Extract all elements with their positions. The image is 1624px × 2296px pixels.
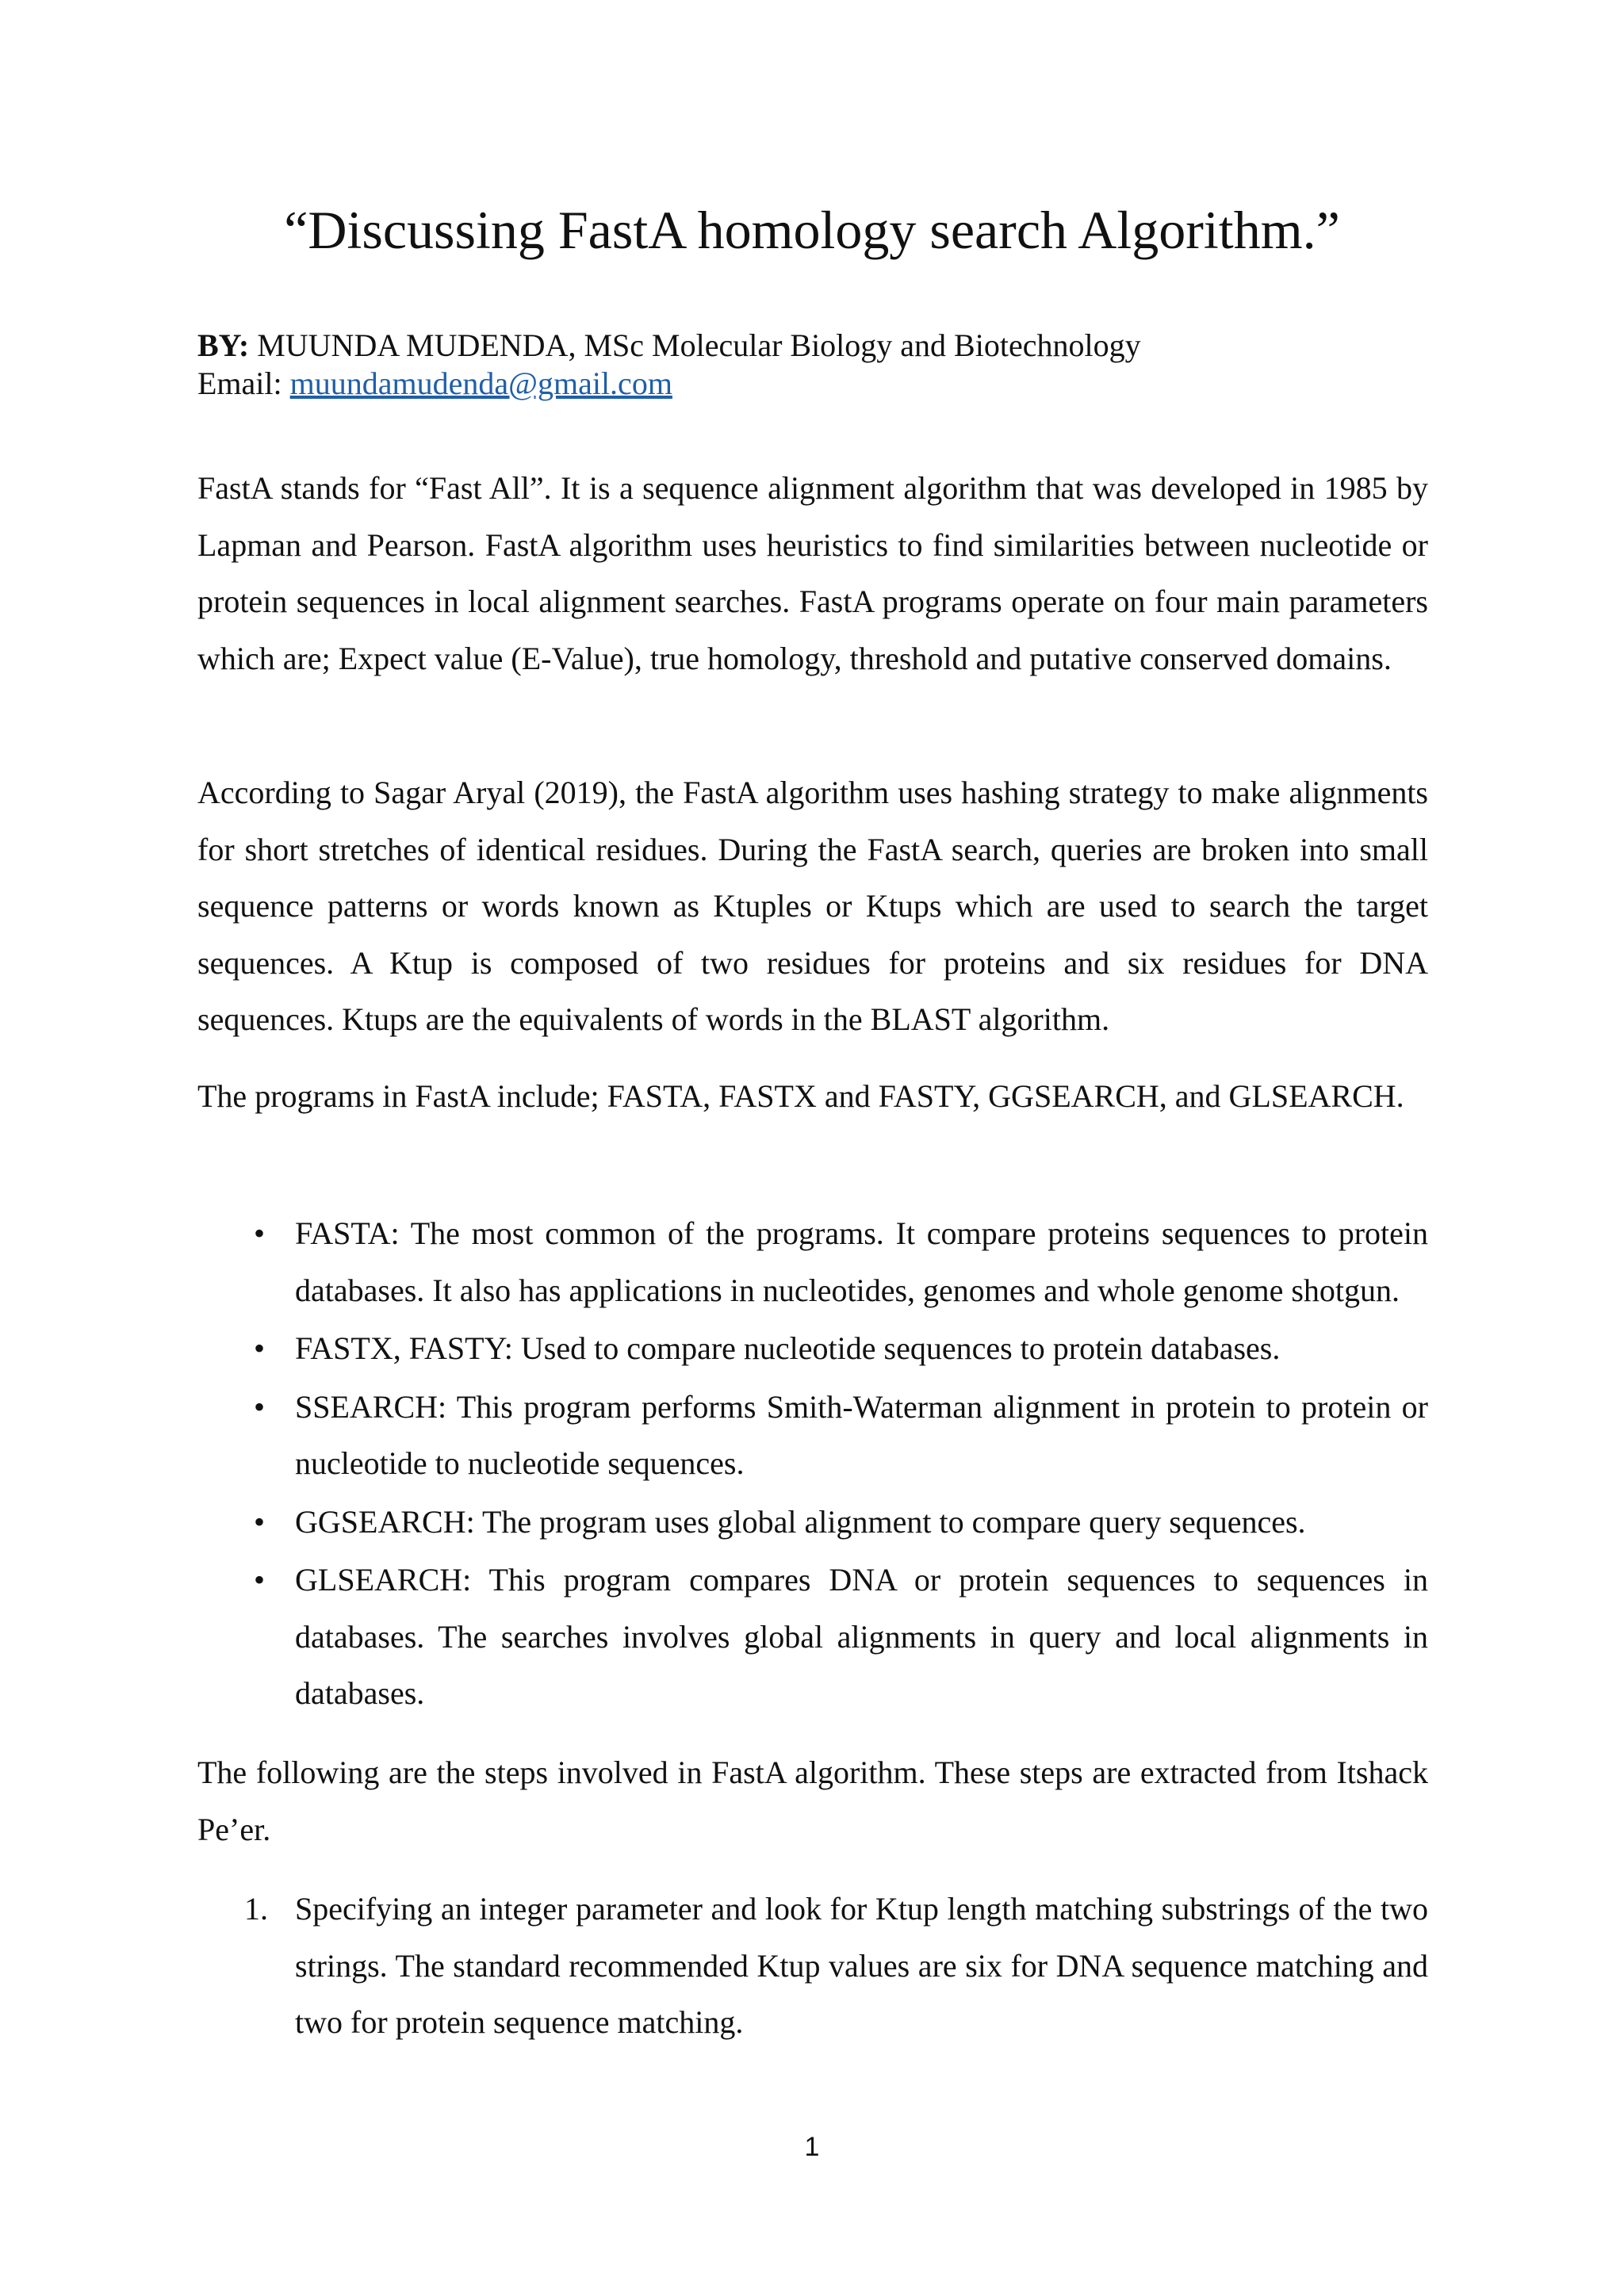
list-item: [197, 1379, 1428, 1492]
paragraph-programs: The programs in FastA include; FASTA, FASTX and FASTY, GGSEARCH, and GLSEARCH.: [197, 1078, 1404, 1114]
programs-list: [197, 1205, 1428, 1724]
bullet-icon: •: [254, 1330, 266, 1366]
list-item: [197, 1494, 1428, 1551]
list-item-text: FASTA: The most common of the programs. It compare proteins sequences to protein databases. It also has applications in nucleotides, genomes and whole genome shotgun.: [295, 1215, 1428, 1308]
steps-list: [197, 1881, 1428, 2053]
email-label: Email:: [197, 365, 290, 401]
list-item: [197, 1320, 1428, 1377]
document-title: “Discussing FastA homology search Algorithm.”: [284, 200, 1340, 260]
email-link[interactable]: muundamudenda@gmail.com: [289, 365, 672, 401]
email-line: [197, 365, 672, 403]
list-item-text: FASTX, FASTY: Used to compare nucleotide sequences to protein databases.: [295, 1330, 1281, 1366]
list-item-text: SSEARCH: This program performs Smith-Waterman alignment in protein to protein or nucleotide to nucleotide sequences.: [295, 1388, 1428, 1481]
list-item: [197, 1205, 1428, 1318]
page-number: 1: [804, 2132, 820, 2162]
list-item-text: GLSEARCH: This program compares DNA or protein sequences to sequences in databases. The searches involves global alignments in query and local alignments in databases.: [295, 1562, 1428, 1711]
bullet-icon: •: [254, 1388, 266, 1425]
by-label: BY:: [197, 327, 250, 363]
author-name: MUUNDA MUDENDA, MSc Molecular Biology and Biotechnology: [249, 327, 1141, 363]
bullet-icon: •: [254, 1215, 266, 1251]
step-text: Specifying an integer parameter and look for Ktup length matching substrings of the two strings. The standard recommended Ktup values are six for DNA sequence matching and two for protein sequence matching.: [295, 1891, 1428, 2040]
list-item: [197, 1552, 1428, 1722]
paragraph-intro: FastA stands for “Fast All”. It is a sequence alignment algorithm that was developed in 1985 by Lapman and Pearson. FastA algorithm uses heuristics to find similarities between nucleotide or protein sequences in local alignment searches. FastA programs operate on four main parameters which are; Expect value (E-Value), true homology, threshold and putative conserved domains.: [197, 470, 1428, 676]
list-item-text: GGSEARCH: The program uses global alignment to compare query sequences.: [295, 1503, 1306, 1540]
paragraph-hashing: According to Sagar Aryal (2019), the FastA algorithm uses hashing strategy to make alignments for short stretches of identical residues. During the FastA search, queries are broken into small sequence patterns or words known as Ktuples or Ktups which are used to search the target sequences. A Ktup is composed of two residues for proteins and six residues for DNA sequences. Ktups are the equivalents of words in the BLAST algorithm.: [197, 775, 1428, 1037]
step-item: [197, 1881, 1428, 2051]
bullet-icon: •: [254, 1562, 266, 1598]
author-line: [197, 327, 1141, 365]
paragraph-steps-intro: The following are the steps involved in FastA algorithm. These steps are extracted from Itshack Pe’er.: [197, 1755, 1428, 1847]
bullet-icon: •: [254, 1503, 266, 1540]
step-number: 1.: [244, 1891, 268, 1927]
